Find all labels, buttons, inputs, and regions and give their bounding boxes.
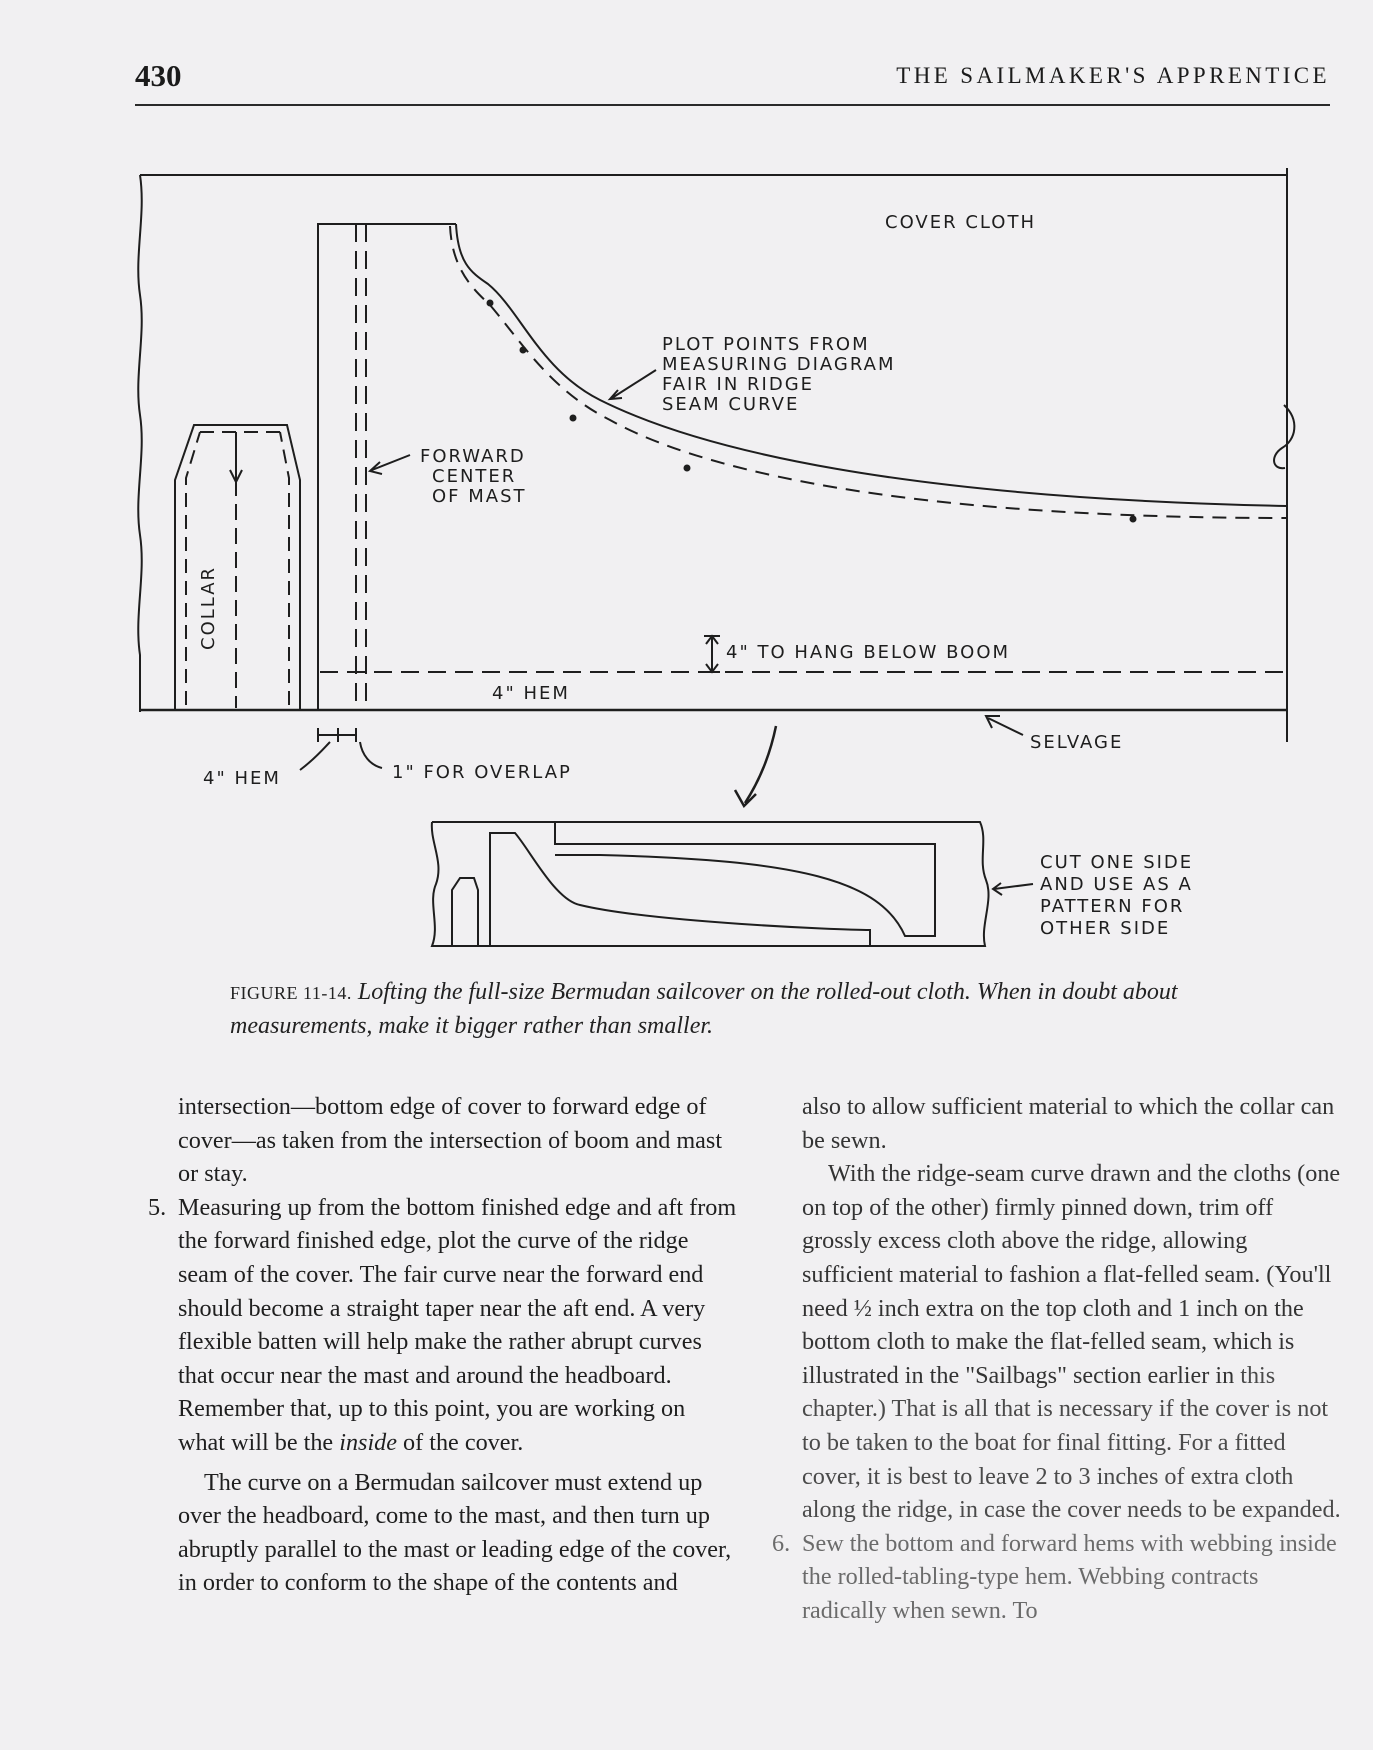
- list-item-text-end: of the cover.: [403, 1428, 524, 1456]
- overlap-leader: [360, 742, 382, 768]
- left-column: [148, 1090, 738, 1600]
- hem-left-label: 4" HEM: [203, 768, 281, 789]
- paragraph: also to allow sufficient material to which the collar can be sewn.: [802, 1093, 1335, 1154]
- paragraph-text-faded: this chapter.) That is all that is necessary if the cover is not to be taken to the boat for final fitting. For a fitted cover, it is best to leave 2 to 3 inches of extra cloth along the ridge, in case the cover needs to be expanded.: [802, 1361, 1341, 1524]
- list-item-text: Sew the bottom and forward hems with webbing inside the rolled-tabling-type hem. Webbing contracts radically when sewn. To: [802, 1529, 1337, 1624]
- cloth-left-wavy-edge: [138, 175, 141, 712]
- paragraph: The curve on a Bermudan sailcover must extend up over the headboard, come to the mast, and then turn up abruptly parallel to the mast or leading edge of the cover, in order to conform to the shape of the contents and: [178, 1468, 732, 1597]
- plot-point: [487, 300, 494, 307]
- hem-dimension: [318, 728, 356, 742]
- list-item-6: [772, 1527, 1342, 1628]
- pattern-collar: [452, 878, 478, 946]
- cut-one-side-label-2: AND USE AS A: [1040, 874, 1193, 895]
- plot-points-label-4: SEAM CURVE: [662, 394, 800, 415]
- selvage-label: SELVAGE: [1030, 732, 1124, 753]
- list-item-5: [148, 1191, 738, 1460]
- collar-label: COLLAR: [198, 565, 219, 650]
- page-number: 430: [135, 58, 182, 93]
- forward-center-label-2: CENTER: [432, 466, 517, 487]
- overlap-label: 1" FOR OVERLAP: [392, 762, 572, 783]
- list-item-text: Measuring up from the bottom finished edge and aft from the forward finished edge, plot the curve of the ridge seam of the cover. The fair curve near the forward end should become a straight taper near the aft end. A very flexible batten will help make the rather abrupt curves that occur near the mast and around the headboard. Remember that, up to this point, you are working on what will be the: [178, 1193, 737, 1456]
- hem-leader: [300, 742, 330, 770]
- list-number: 6.: [772, 1529, 791, 1557]
- plot-points: [487, 300, 1137, 523]
- plot-point: [684, 465, 691, 472]
- plot-point: [570, 415, 577, 422]
- plot-points-label-1: PLOT POINTS FROM: [662, 334, 870, 355]
- pattern-arrow: [993, 883, 1033, 895]
- plot-point: [1130, 516, 1137, 523]
- cloth-top-edge: [140, 168, 1287, 175]
- paragraph: intersection—bottom edge of cover to forward edge of cover—as taken from the intersection of boom and mast or stay.: [178, 1093, 723, 1188]
- pattern-upper: [555, 822, 935, 936]
- plot-points-label-2: MEASURING DIAGRAM: [662, 354, 896, 375]
- figure-caption-text: Lofting the full-size Bermudan sailcover on the rolled-out cloth. When in doubt about measurements, make it bigger rather than smaller.: [230, 979, 1178, 1039]
- list-number: 5.: [148, 1193, 167, 1221]
- plot-point: [520, 347, 527, 354]
- right-column: [772, 1090, 1342, 1628]
- cut-one-side-label-4: OTHER SIDE: [1040, 918, 1171, 939]
- pattern-outline: [432, 822, 989, 946]
- pattern-cover: [490, 833, 870, 946]
- paragraph: [802, 1157, 1342, 1527]
- cut-one-side-label-1: CUT ONE SIDE: [1040, 852, 1194, 873]
- paragraph-text: With the ridge-seam curve drawn and the cloths (one on top of the other) firmly pinned down, trim off grossly excess cloth above the ridge, allowing sufficient material to fashion a flat-felled seam. (You'll need ½ inch extra on the top cloth and 1 inch on the bottom cloth to make the flat-felled seam, which is illustrated in the "Sailbags" section earlier in: [802, 1160, 1341, 1389]
- forward-center-label-3: OF MAST: [432, 486, 527, 507]
- running-title: THE SAILMAKER'S APPRENTICE: [896, 63, 1330, 88]
- hang-below-label: 4" TO HANG BELOW BOOM: [726, 642, 1011, 663]
- forward-arrow: [370, 455, 410, 474]
- collar-piece: [175, 425, 300, 710]
- fold-arrow: [735, 726, 776, 806]
- selvage-arrow: [986, 716, 1023, 735]
- plot-points-label-3: FAIR IN RIDGE: [662, 374, 815, 395]
- forward-center-label-1: FORWARD: [420, 446, 526, 467]
- break-mark: [1274, 405, 1294, 468]
- emphasis: inside: [339, 1428, 397, 1456]
- cover-cloth-label: COVER CLOTH: [885, 212, 1036, 233]
- figure-label: FIGURE 11-14.: [230, 983, 352, 1003]
- figure-caption: [230, 976, 1230, 1043]
- plot-arrow: [610, 370, 656, 399]
- hang-dimension: [704, 636, 720, 672]
- collar-arrow: [230, 445, 242, 482]
- hem-bottom-label: 4" HEM: [492, 683, 570, 704]
- cut-one-side-label-3: PATTERN FOR: [1040, 896, 1185, 917]
